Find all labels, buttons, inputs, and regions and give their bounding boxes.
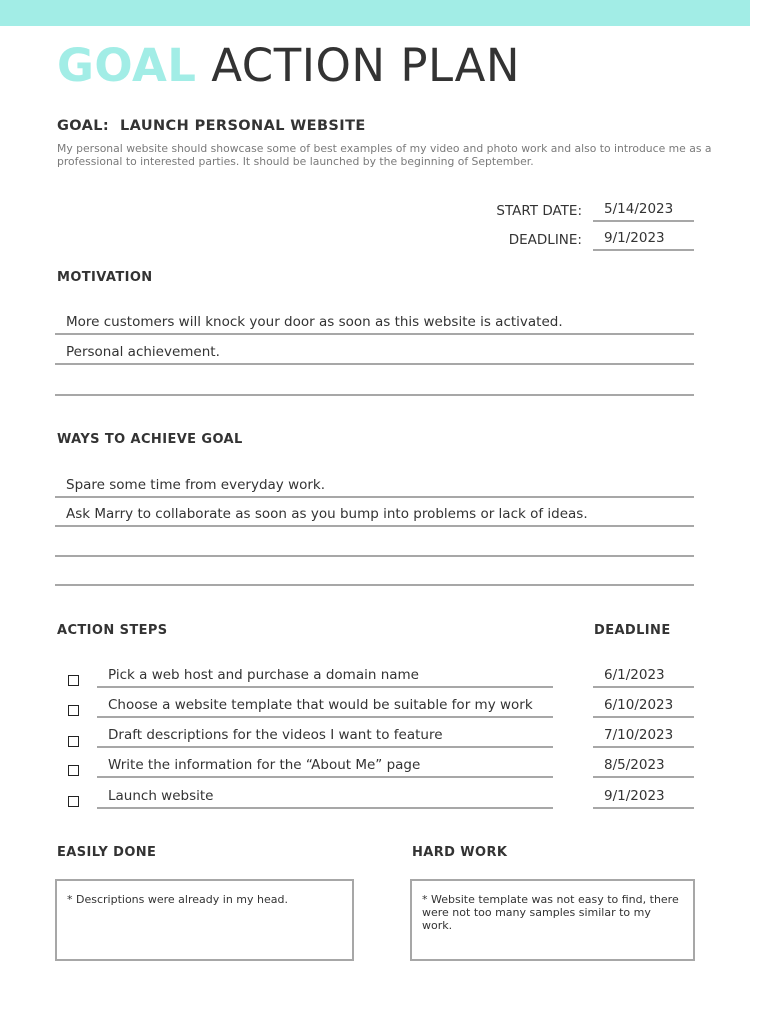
- step-checkbox[interactable]: [68, 705, 79, 716]
- ways-heading: WAYS TO ACHIEVE GOAL: [57, 432, 243, 447]
- easily-done-box[interactable]: [55, 879, 354, 961]
- action-steps-heading: ACTION STEPS: [57, 623, 168, 638]
- ways-line[interactable]: Ask Marry to collaborate as soon as you bump into problems or lack of ideas.: [55, 505, 694, 527]
- page-title-rest: ACTION PLAN: [211, 39, 521, 92]
- ways-line[interactable]: Spare some time from everyday work.: [55, 476, 694, 498]
- step-deadline[interactable]: 8/5/2023: [593, 756, 694, 778]
- step-text[interactable]: Choose a website template that would be suitable for my work: [97, 696, 553, 718]
- deadline-label: DEADLINE:: [508, 232, 582, 248]
- goal-description: My personal website should showcase some of best examples of my video and photo work and also to introduce me as a professional to interested parties. It should be launched by the beginning of September.: [57, 142, 712, 168]
- motivation-line[interactable]: [55, 374, 694, 396]
- hard-work-note: * Website template was not easy to find, there were not too many samples similar to my work.: [422, 893, 679, 932]
- step-text[interactable]: Pick a web host and purchase a domain name: [97, 666, 553, 688]
- goal-name: LAUNCH PERSONAL WEBSITE: [120, 118, 366, 134]
- hard-work-heading: HARD WORK: [412, 845, 508, 860]
- step-text[interactable]: Draft descriptions for the videos I want to feature: [97, 726, 553, 748]
- page-title: [57, 38, 520, 94]
- start-date-field[interactable]: 5/14/2023: [593, 200, 694, 222]
- step-deadline[interactable]: 6/10/2023: [593, 696, 694, 718]
- step-deadline[interactable]: 7/10/2023: [593, 726, 694, 748]
- easily-done-heading: EASILY DONE: [57, 845, 157, 860]
- step-deadline[interactable]: 9/1/2023: [593, 787, 694, 809]
- hard-work-box[interactable]: [410, 879, 695, 961]
- step-checkbox[interactable]: [68, 675, 79, 686]
- deadline-field[interactable]: 9/1/2023: [593, 229, 694, 251]
- ways-line[interactable]: [55, 564, 694, 586]
- motivation-line[interactable]: Personal achievement.: [55, 343, 694, 365]
- step-text[interactable]: Launch website: [97, 787, 553, 809]
- motivation-heading: MOTIVATION: [57, 270, 153, 285]
- step-checkbox[interactable]: [68, 796, 79, 807]
- top-accent-bar: [0, 0, 750, 26]
- step-deadline[interactable]: 6/1/2023: [593, 666, 694, 688]
- step-text[interactable]: Write the information for the “About Me” page: [97, 756, 553, 778]
- start-date-label: START DATE:: [496, 203, 582, 219]
- goal-label: GOAL:: [57, 118, 110, 134]
- step-checkbox[interactable]: [68, 765, 79, 776]
- goal-heading: [57, 118, 366, 134]
- step-checkbox[interactable]: [68, 736, 79, 747]
- action-deadline-heading: DEADLINE: [594, 623, 671, 638]
- easily-done-note: * Descriptions were already in my head.: [67, 893, 288, 906]
- motivation-line[interactable]: More customers will knock your door as soon as this website is activated.: [55, 313, 694, 335]
- page-title-accent: GOAL: [57, 39, 197, 92]
- ways-line[interactable]: [55, 535, 694, 557]
